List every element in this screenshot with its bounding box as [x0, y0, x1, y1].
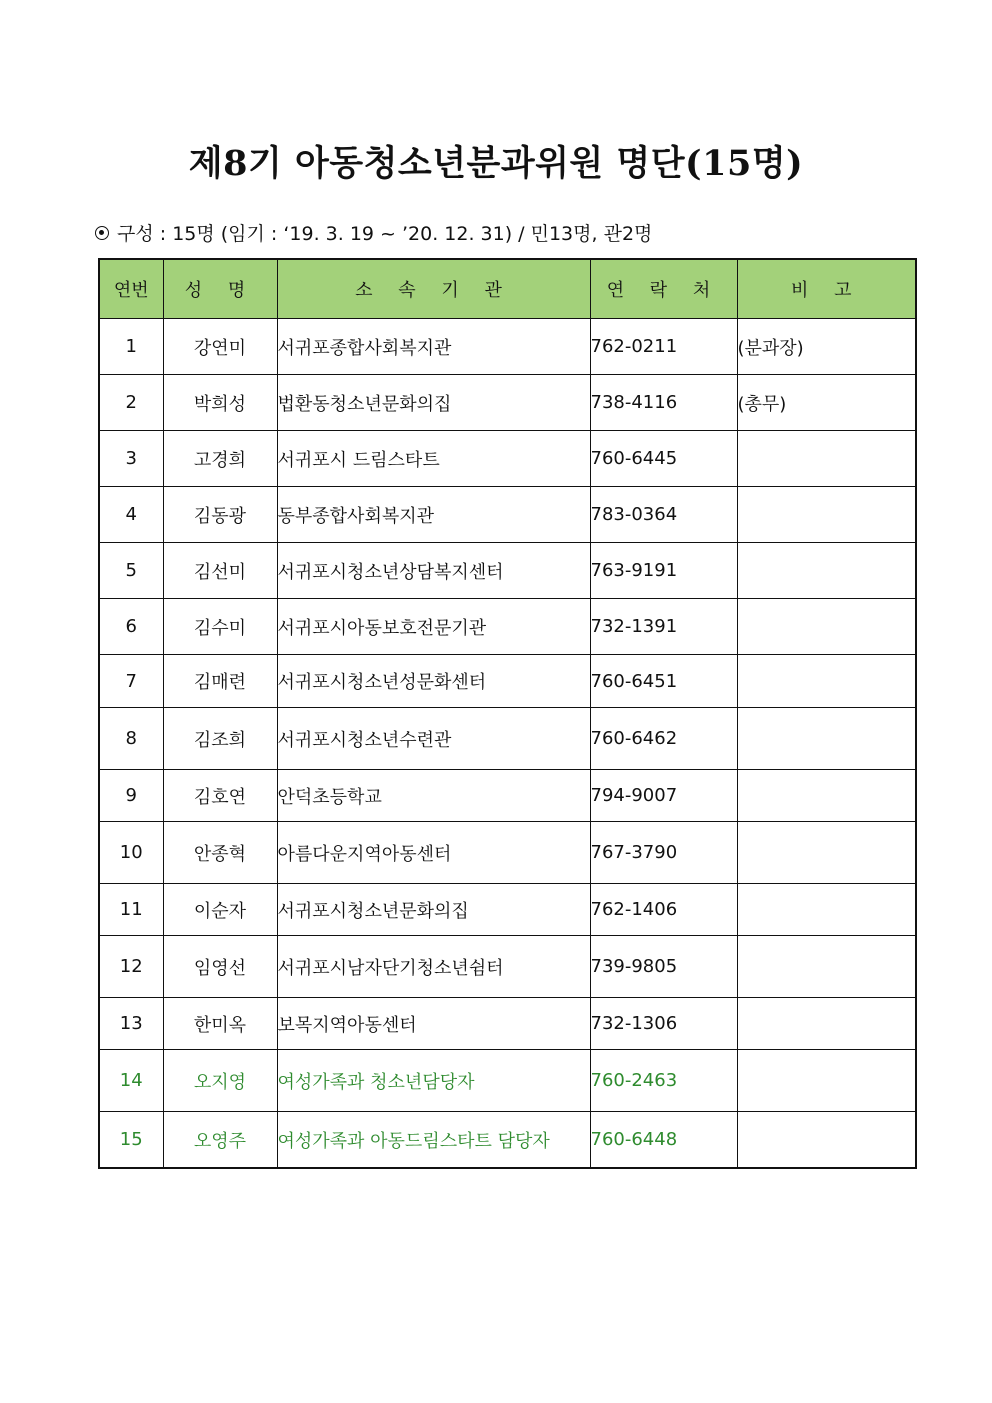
row-contact: 762-0211 [590, 319, 737, 375]
summary-line [95, 219, 652, 246]
row-organization: 법환동청소년문화의집 [277, 375, 590, 431]
row-organization: 서귀포시아동보호전문기관 [277, 599, 590, 655]
row-contact: 760-6451 [590, 655, 737, 708]
row-organization: 보목지역아동센터 [277, 998, 590, 1050]
row-organization: 여성가족과 아동드림스타트 담당자 [277, 1112, 590, 1169]
row-organization: 서귀포종합사회복지관 [277, 319, 590, 375]
row-contact: 732-1306 [590, 998, 737, 1050]
row-contact: 732-1391 [590, 599, 737, 655]
table-row [99, 1112, 916, 1169]
row-number: 3 [99, 431, 163, 487]
header-note: 비 고 [737, 259, 916, 319]
header-organization: 소 속 기 관 [277, 259, 590, 319]
row-number: 14 [99, 1050, 163, 1112]
row-contact: 760-6445 [590, 431, 737, 487]
row-note [737, 936, 916, 998]
row-number: 10 [99, 822, 163, 884]
row-note [737, 431, 916, 487]
row-note [737, 1050, 916, 1112]
row-note [737, 998, 916, 1050]
row-name: 임영선 [163, 936, 277, 998]
row-contact: 738-4116 [590, 375, 737, 431]
member-table [98, 258, 917, 1169]
row-number: 2 [99, 375, 163, 431]
row-number: 5 [99, 543, 163, 599]
row-contact: 762-1406 [590, 884, 737, 936]
table-row [99, 708, 916, 770]
row-organization: 서귀포시청소년문화의집 [277, 884, 590, 936]
table-row [99, 770, 916, 822]
row-name: 김조희 [163, 708, 277, 770]
row-note [737, 655, 916, 708]
row-organization: 서귀포시청소년상담복지센터 [277, 543, 590, 599]
header-contact: 연 락 처 [590, 259, 737, 319]
row-number: 6 [99, 599, 163, 655]
table-row [99, 431, 916, 487]
table-row [99, 655, 916, 708]
row-number: 15 [99, 1112, 163, 1169]
table-header-row [99, 259, 916, 319]
row-number: 4 [99, 487, 163, 543]
table-row [99, 884, 916, 936]
row-organization: 동부종합사회복지관 [277, 487, 590, 543]
row-organization: 안덕초등학교 [277, 770, 590, 822]
row-name: 안종혁 [163, 822, 277, 884]
row-note: (총무) [737, 375, 916, 431]
table-row [99, 543, 916, 599]
row-organization: 아름다운지역아동센터 [277, 822, 590, 884]
row-organization: 여성가족과 청소년담당자 [277, 1050, 590, 1112]
summary-text: 구성 : 15명 (임기 : ‘19. 3. 19 ~ ’20. 12. 31) / 민13명, 관2명 [117, 223, 653, 245]
row-number: 9 [99, 770, 163, 822]
row-note: (분과장) [737, 319, 916, 375]
row-name: 한미옥 [163, 998, 277, 1050]
row-contact: 767-3790 [590, 822, 737, 884]
table-row [99, 599, 916, 655]
table-body [99, 319, 916, 1169]
radio-bullet-icon [95, 226, 109, 240]
row-name: 강연미 [163, 319, 277, 375]
row-note [737, 543, 916, 599]
row-note [737, 822, 916, 884]
table-row [99, 1050, 916, 1112]
row-organization: 서귀포시청소년수련관 [277, 708, 590, 770]
row-name: 이순자 [163, 884, 277, 936]
row-number: 8 [99, 708, 163, 770]
row-contact: 760-6462 [590, 708, 737, 770]
row-note [737, 1112, 916, 1169]
row-name: 김선미 [163, 543, 277, 599]
row-contact: 783-0364 [590, 487, 737, 543]
row-note [737, 770, 916, 822]
table-row [99, 936, 916, 998]
row-contact: 794-9007 [590, 770, 737, 822]
row-name: 오지영 [163, 1050, 277, 1112]
row-number: 7 [99, 655, 163, 708]
row-organization: 서귀포시청소년성문화센터 [277, 655, 590, 708]
row-number: 12 [99, 936, 163, 998]
table-row [99, 822, 916, 884]
row-contact: 739-9805 [590, 936, 737, 998]
document-title: 제8기 아동청소년분과위원 명단(15명) [188, 143, 804, 184]
row-organization: 서귀포시남자단기청소년쉼터 [277, 936, 590, 998]
row-name: 김동광 [163, 487, 277, 543]
row-name: 김수미 [163, 599, 277, 655]
row-organization: 서귀포시 드림스타트 [277, 431, 590, 487]
row-contact: 760-6448 [590, 1112, 737, 1169]
row-note [737, 884, 916, 936]
row-contact: 760-2463 [590, 1050, 737, 1112]
row-number: 1 [99, 319, 163, 375]
row-name: 고경희 [163, 431, 277, 487]
table-row [99, 487, 916, 543]
row-contact: 763-9191 [590, 543, 737, 599]
header-number: 연번 [99, 259, 163, 319]
row-name: 김호연 [163, 770, 277, 822]
row-name: 박희성 [163, 375, 277, 431]
table-row [99, 375, 916, 431]
row-name: 오영주 [163, 1112, 277, 1169]
row-note [737, 599, 916, 655]
header-name: 성 명 [163, 259, 277, 319]
row-number: 11 [99, 884, 163, 936]
table-row [99, 998, 916, 1050]
row-number: 13 [99, 998, 163, 1050]
row-name: 김매련 [163, 655, 277, 708]
row-note [737, 487, 916, 543]
row-note [737, 708, 916, 770]
table-row [99, 319, 916, 375]
